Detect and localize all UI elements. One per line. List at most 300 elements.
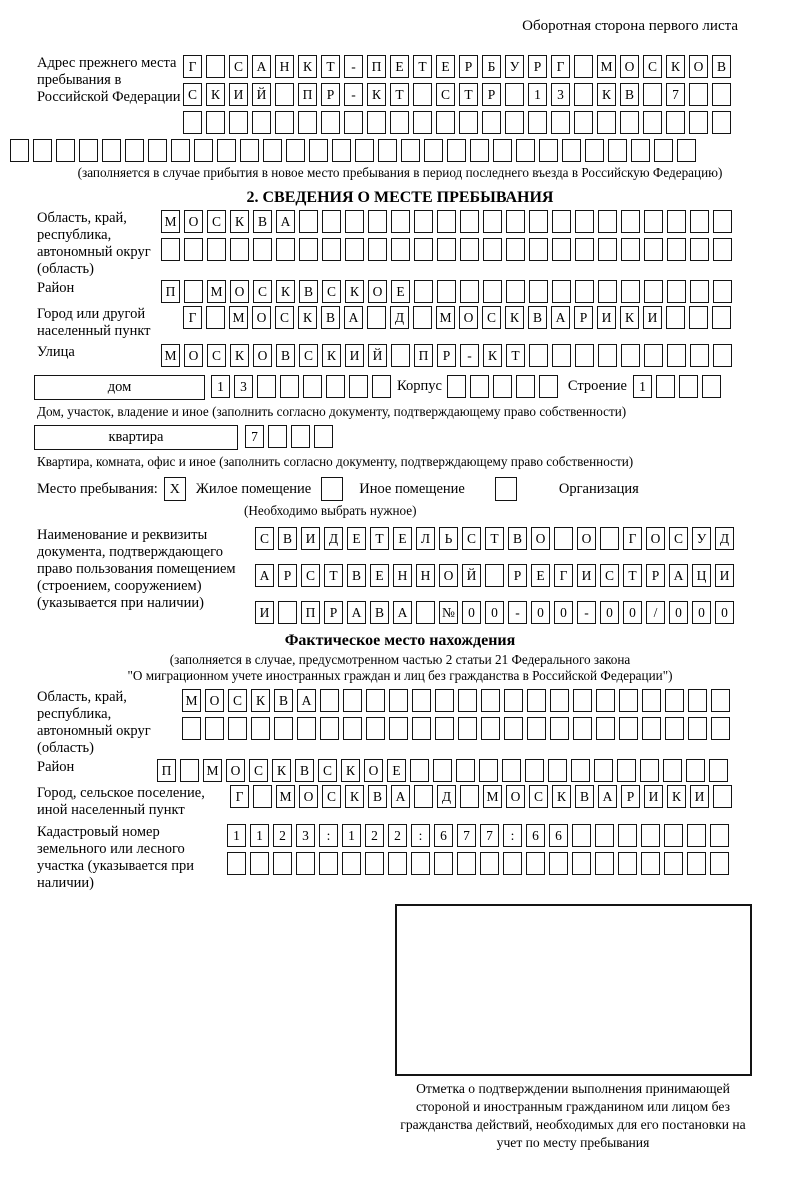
- char-cell[interactable]: С: [207, 210, 226, 233]
- char-cell[interactable]: 0: [485, 601, 504, 624]
- char-cell[interactable]: В: [370, 601, 389, 624]
- char-cell[interactable]: [391, 238, 410, 261]
- char-cell[interactable]: П: [298, 83, 317, 106]
- char-cell[interactable]: Т: [623, 564, 642, 587]
- char-cell[interactable]: 7: [480, 824, 499, 847]
- char-cell[interactable]: У: [505, 55, 524, 78]
- char-cell[interactable]: [296, 852, 315, 875]
- char-cell[interactable]: [275, 83, 294, 106]
- char-cell[interactable]: [217, 139, 236, 162]
- char-cell[interactable]: [690, 280, 709, 303]
- char-cell[interactable]: 1: [211, 375, 230, 398]
- char-cell[interactable]: [677, 139, 696, 162]
- char-cell[interactable]: [505, 83, 524, 106]
- char-cell[interactable]: [618, 852, 637, 875]
- char-cell[interactable]: [550, 689, 569, 712]
- char-cell[interactable]: И: [345, 344, 364, 367]
- char-cell[interactable]: В: [508, 527, 527, 550]
- char-cell[interactable]: [503, 852, 522, 875]
- char-cell[interactable]: [618, 824, 637, 847]
- char-cell[interactable]: [343, 717, 362, 740]
- char-cell[interactable]: [286, 139, 305, 162]
- char-cell[interactable]: Д: [390, 306, 409, 329]
- char-cell[interactable]: [456, 759, 475, 782]
- char-cell[interactable]: М: [229, 306, 248, 329]
- char-cell[interactable]: [539, 375, 558, 398]
- char-cell[interactable]: С: [322, 785, 341, 808]
- char-cell[interactable]: [414, 210, 433, 233]
- char-cell[interactable]: [617, 759, 636, 782]
- char-cell[interactable]: [205, 717, 224, 740]
- char-cell[interactable]: [253, 238, 272, 261]
- char-cell[interactable]: М: [276, 785, 295, 808]
- char-cell[interactable]: [575, 280, 594, 303]
- char-cell[interactable]: [148, 139, 167, 162]
- char-cell[interactable]: В: [253, 210, 272, 233]
- char-cell[interactable]: К: [345, 785, 364, 808]
- char-cell[interactable]: [322, 238, 341, 261]
- char-cell[interactable]: К: [483, 344, 502, 367]
- char-cell[interactable]: 7: [457, 824, 476, 847]
- char-cell[interactable]: С: [255, 527, 274, 550]
- char-cell[interactable]: К: [251, 689, 270, 712]
- char-cell[interactable]: В: [368, 785, 387, 808]
- house-box[interactable]: дом: [34, 375, 205, 400]
- char-cell[interactable]: [687, 852, 706, 875]
- char-cell[interactable]: [414, 280, 433, 303]
- char-cell[interactable]: Г: [183, 55, 202, 78]
- char-cell[interactable]: [372, 375, 391, 398]
- char-cell[interactable]: [303, 375, 322, 398]
- char-cell[interactable]: П: [301, 601, 320, 624]
- char-cell[interactable]: [460, 210, 479, 233]
- char-cell[interactable]: [713, 785, 732, 808]
- char-cell[interactable]: Е: [387, 759, 406, 782]
- char-cell[interactable]: [710, 824, 729, 847]
- char-cell[interactable]: А: [598, 785, 617, 808]
- char-cell[interactable]: [368, 238, 387, 261]
- char-cell[interactable]: [184, 280, 203, 303]
- char-cell[interactable]: [595, 824, 614, 847]
- char-cell[interactable]: [595, 852, 614, 875]
- char-cell[interactable]: [687, 824, 706, 847]
- checkbox-zhiloe[interactable]: X: [164, 477, 186, 501]
- char-cell[interactable]: К: [666, 55, 685, 78]
- char-cell[interactable]: [571, 759, 590, 782]
- char-cell[interactable]: [206, 55, 225, 78]
- char-cell[interactable]: [551, 111, 570, 134]
- char-cell[interactable]: [412, 689, 431, 712]
- char-cell[interactable]: [252, 111, 271, 134]
- char-cell[interactable]: Ь: [439, 527, 458, 550]
- char-cell[interactable]: [667, 280, 686, 303]
- char-cell[interactable]: [552, 280, 571, 303]
- char-cell[interactable]: [506, 238, 525, 261]
- char-cell[interactable]: И: [643, 306, 662, 329]
- char-cell[interactable]: 6: [526, 824, 545, 847]
- char-cell[interactable]: [574, 83, 593, 106]
- char-cell[interactable]: А: [252, 55, 271, 78]
- char-cell[interactable]: Н: [275, 55, 294, 78]
- char-cell[interactable]: [481, 717, 500, 740]
- char-cell[interactable]: [702, 375, 721, 398]
- char-cell[interactable]: О: [506, 785, 525, 808]
- char-cell[interactable]: К: [597, 83, 616, 106]
- char-cell[interactable]: [401, 139, 420, 162]
- char-cell[interactable]: [206, 306, 225, 329]
- char-cell[interactable]: С: [229, 55, 248, 78]
- char-cell[interactable]: [666, 306, 685, 329]
- char-cell[interactable]: А: [255, 564, 274, 587]
- char-cell[interactable]: [251, 717, 270, 740]
- char-cell[interactable]: М: [161, 210, 180, 233]
- char-cell[interactable]: В: [274, 689, 293, 712]
- char-cell[interactable]: [227, 852, 246, 875]
- char-cell[interactable]: М: [182, 689, 201, 712]
- char-cell[interactable]: 3: [296, 824, 315, 847]
- char-cell[interactable]: [206, 111, 225, 134]
- char-cell[interactable]: [414, 238, 433, 261]
- char-cell[interactable]: [621, 344, 640, 367]
- char-cell[interactable]: [598, 238, 617, 261]
- char-cell[interactable]: [502, 759, 521, 782]
- char-cell[interactable]: [278, 601, 297, 624]
- char-cell[interactable]: М: [436, 306, 455, 329]
- char-cell[interactable]: [457, 852, 476, 875]
- char-cell[interactable]: 1: [250, 824, 269, 847]
- char-cell[interactable]: К: [667, 785, 686, 808]
- char-cell[interactable]: [470, 139, 489, 162]
- char-cell[interactable]: [365, 852, 384, 875]
- char-cell[interactable]: [416, 601, 435, 624]
- char-cell[interactable]: П: [414, 344, 433, 367]
- char-cell[interactable]: О: [439, 564, 458, 587]
- char-cell[interactable]: [679, 375, 698, 398]
- char-cell[interactable]: [480, 852, 499, 875]
- char-cell[interactable]: 1: [227, 824, 246, 847]
- char-cell[interactable]: [309, 139, 328, 162]
- char-cell[interactable]: 0: [715, 601, 734, 624]
- char-cell[interactable]: [458, 717, 477, 740]
- char-cell[interactable]: [345, 210, 364, 233]
- char-cell[interactable]: [230, 238, 249, 261]
- char-cell[interactable]: /: [646, 601, 665, 624]
- char-cell[interactable]: И: [301, 527, 320, 550]
- char-cell[interactable]: [608, 139, 627, 162]
- char-cell[interactable]: К: [206, 83, 225, 106]
- char-cell[interactable]: [437, 210, 456, 233]
- char-cell[interactable]: М: [597, 55, 616, 78]
- char-cell[interactable]: [529, 238, 548, 261]
- char-cell[interactable]: [597, 111, 616, 134]
- char-cell[interactable]: [575, 210, 594, 233]
- char-cell[interactable]: [240, 139, 259, 162]
- char-cell[interactable]: [690, 210, 709, 233]
- char-cell[interactable]: [504, 689, 523, 712]
- char-cell[interactable]: Т: [390, 83, 409, 106]
- char-cell[interactable]: А: [669, 564, 688, 587]
- char-cell[interactable]: М: [203, 759, 222, 782]
- char-cell[interactable]: [483, 210, 502, 233]
- char-cell[interactable]: [367, 306, 386, 329]
- char-cell[interactable]: [344, 111, 363, 134]
- char-cell[interactable]: О: [230, 280, 249, 303]
- char-cell[interactable]: [180, 759, 199, 782]
- char-cell[interactable]: [56, 139, 75, 162]
- char-cell[interactable]: [314, 425, 333, 448]
- char-cell[interactable]: С: [600, 564, 619, 587]
- char-cell[interactable]: [688, 717, 707, 740]
- char-cell[interactable]: [391, 210, 410, 233]
- char-cell[interactable]: [459, 111, 478, 134]
- char-cell[interactable]: [410, 759, 429, 782]
- char-cell[interactable]: Р: [508, 564, 527, 587]
- char-cell[interactable]: 3: [551, 83, 570, 106]
- char-cell[interactable]: [525, 759, 544, 782]
- char-cell[interactable]: [516, 139, 535, 162]
- char-cell[interactable]: [598, 210, 617, 233]
- char-cell[interactable]: И: [644, 785, 663, 808]
- char-cell[interactable]: Й: [368, 344, 387, 367]
- char-cell[interactable]: [342, 852, 361, 875]
- char-cell[interactable]: Р: [528, 55, 547, 78]
- char-cell[interactable]: [481, 689, 500, 712]
- char-cell[interactable]: [355, 139, 374, 162]
- char-cell[interactable]: [274, 717, 293, 740]
- char-cell[interactable]: Т: [321, 55, 340, 78]
- char-cell[interactable]: [548, 759, 567, 782]
- char-cell[interactable]: [572, 824, 591, 847]
- char-cell[interactable]: С: [253, 280, 272, 303]
- char-cell[interactable]: Й: [252, 83, 271, 106]
- char-cell[interactable]: [552, 344, 571, 367]
- char-cell[interactable]: [485, 564, 504, 587]
- char-cell[interactable]: 2: [388, 824, 407, 847]
- char-cell[interactable]: Г: [183, 306, 202, 329]
- char-cell[interactable]: [505, 111, 524, 134]
- char-cell[interactable]: [529, 280, 548, 303]
- char-cell[interactable]: [263, 139, 282, 162]
- char-cell[interactable]: [332, 139, 351, 162]
- char-cell[interactable]: С: [228, 689, 247, 712]
- char-cell[interactable]: К: [272, 759, 291, 782]
- char-cell[interactable]: О: [299, 785, 318, 808]
- char-cell[interactable]: Т: [413, 55, 432, 78]
- char-cell[interactable]: А: [551, 306, 570, 329]
- char-cell[interactable]: А: [347, 601, 366, 624]
- char-cell[interactable]: [642, 717, 661, 740]
- char-cell[interactable]: [275, 111, 294, 134]
- char-cell[interactable]: [621, 280, 640, 303]
- char-cell[interactable]: [388, 852, 407, 875]
- char-cell[interactable]: [710, 852, 729, 875]
- char-cell[interactable]: [470, 375, 489, 398]
- char-cell[interactable]: 1: [633, 375, 652, 398]
- char-cell[interactable]: [182, 717, 201, 740]
- char-cell[interactable]: Е: [531, 564, 550, 587]
- char-cell[interactable]: [194, 139, 213, 162]
- char-cell[interactable]: О: [620, 55, 639, 78]
- char-cell[interactable]: В: [528, 306, 547, 329]
- char-cell[interactable]: 6: [549, 824, 568, 847]
- char-cell[interactable]: [389, 689, 408, 712]
- char-cell[interactable]: [280, 375, 299, 398]
- char-cell[interactable]: [460, 785, 479, 808]
- char-cell[interactable]: [297, 717, 316, 740]
- char-cell[interactable]: К: [345, 280, 364, 303]
- checkbox-org[interactable]: [495, 477, 517, 501]
- char-cell[interactable]: [319, 852, 338, 875]
- char-cell[interactable]: С: [436, 83, 455, 106]
- char-cell[interactable]: Д: [324, 527, 343, 550]
- char-cell[interactable]: С: [643, 55, 662, 78]
- char-cell[interactable]: С: [299, 344, 318, 367]
- char-cell[interactable]: [268, 425, 287, 448]
- char-cell[interactable]: [483, 280, 502, 303]
- char-cell[interactable]: [596, 717, 615, 740]
- char-cell[interactable]: [573, 689, 592, 712]
- char-cell[interactable]: :: [503, 824, 522, 847]
- char-cell[interactable]: [493, 375, 512, 398]
- char-cell[interactable]: [549, 852, 568, 875]
- char-cell[interactable]: Н: [416, 564, 435, 587]
- char-cell[interactable]: [644, 238, 663, 261]
- char-cell[interactable]: [253, 785, 272, 808]
- char-cell[interactable]: В: [712, 55, 731, 78]
- char-cell[interactable]: [447, 139, 466, 162]
- char-cell[interactable]: В: [295, 759, 314, 782]
- char-cell[interactable]: 7: [666, 83, 685, 106]
- char-cell[interactable]: [644, 210, 663, 233]
- char-cell[interactable]: [713, 344, 732, 367]
- char-cell[interactable]: К: [322, 344, 341, 367]
- char-cell[interactable]: Р: [482, 83, 501, 106]
- char-cell[interactable]: 3: [234, 375, 253, 398]
- char-cell[interactable]: Р: [321, 83, 340, 106]
- char-cell[interactable]: [390, 111, 409, 134]
- char-cell[interactable]: 2: [365, 824, 384, 847]
- char-cell[interactable]: Т: [485, 527, 504, 550]
- char-cell[interactable]: [389, 717, 408, 740]
- char-cell[interactable]: [447, 375, 466, 398]
- char-cell[interactable]: [276, 238, 295, 261]
- char-cell[interactable]: [414, 785, 433, 808]
- char-cell[interactable]: [665, 689, 684, 712]
- char-cell[interactable]: [712, 306, 731, 329]
- char-cell[interactable]: [550, 717, 569, 740]
- char-cell[interactable]: [665, 717, 684, 740]
- char-cell[interactable]: [713, 210, 732, 233]
- char-cell[interactable]: [291, 425, 310, 448]
- char-cell[interactable]: А: [297, 689, 316, 712]
- char-cell[interactable]: [709, 759, 728, 782]
- char-cell[interactable]: К: [230, 344, 249, 367]
- char-cell[interactable]: [598, 344, 617, 367]
- char-cell[interactable]: [643, 111, 662, 134]
- char-cell[interactable]: П: [157, 759, 176, 782]
- char-cell[interactable]: О: [364, 759, 383, 782]
- char-cell[interactable]: -: [344, 83, 363, 106]
- char-cell[interactable]: [102, 139, 121, 162]
- char-cell[interactable]: [619, 717, 638, 740]
- char-cell[interactable]: Б: [482, 55, 501, 78]
- char-cell[interactable]: -: [344, 55, 363, 78]
- char-cell[interactable]: 0: [531, 601, 550, 624]
- char-cell[interactable]: К: [341, 759, 360, 782]
- char-cell[interactable]: [10, 139, 29, 162]
- char-cell[interactable]: [667, 344, 686, 367]
- char-cell[interactable]: О: [577, 527, 596, 550]
- char-cell[interactable]: [435, 689, 454, 712]
- char-cell[interactable]: Р: [324, 601, 343, 624]
- char-cell[interactable]: [506, 210, 525, 233]
- char-cell[interactable]: [642, 689, 661, 712]
- char-cell[interactable]: О: [184, 210, 203, 233]
- char-cell[interactable]: [690, 344, 709, 367]
- char-cell[interactable]: [183, 111, 202, 134]
- char-cell[interactable]: С: [301, 564, 320, 587]
- char-cell[interactable]: К: [230, 210, 249, 233]
- char-cell[interactable]: [299, 238, 318, 261]
- char-cell[interactable]: Р: [574, 306, 593, 329]
- char-cell[interactable]: [516, 375, 535, 398]
- char-cell[interactable]: -: [577, 601, 596, 624]
- char-cell[interactable]: 1: [528, 83, 547, 106]
- char-cell[interactable]: -: [508, 601, 527, 624]
- char-cell[interactable]: [433, 759, 452, 782]
- char-cell[interactable]: [573, 717, 592, 740]
- char-cell[interactable]: 0: [669, 601, 688, 624]
- char-cell[interactable]: [686, 759, 705, 782]
- char-cell[interactable]: [529, 344, 548, 367]
- char-cell[interactable]: [667, 238, 686, 261]
- char-cell[interactable]: [598, 280, 617, 303]
- char-cell[interactable]: [585, 139, 604, 162]
- char-cell[interactable]: К: [276, 280, 295, 303]
- char-cell[interactable]: [664, 824, 683, 847]
- char-cell[interactable]: А: [276, 210, 295, 233]
- char-cell[interactable]: Т: [459, 83, 478, 106]
- char-cell[interactable]: [527, 689, 546, 712]
- char-cell[interactable]: Р: [621, 785, 640, 808]
- char-cell[interactable]: Г: [551, 55, 570, 78]
- char-cell[interactable]: [367, 111, 386, 134]
- char-cell[interactable]: [413, 83, 432, 106]
- char-cell[interactable]: [482, 111, 501, 134]
- char-cell[interactable]: О: [252, 306, 271, 329]
- char-cell[interactable]: К: [505, 306, 524, 329]
- char-cell[interactable]: О: [689, 55, 708, 78]
- char-cell[interactable]: [574, 55, 593, 78]
- char-cell[interactable]: С: [318, 759, 337, 782]
- char-cell[interactable]: А: [393, 601, 412, 624]
- char-cell[interactable]: К: [367, 83, 386, 106]
- char-cell[interactable]: [460, 238, 479, 261]
- char-cell[interactable]: [644, 344, 663, 367]
- char-cell[interactable]: [250, 852, 269, 875]
- char-cell[interactable]: [713, 280, 732, 303]
- char-cell[interactable]: [273, 852, 292, 875]
- char-cell[interactable]: [527, 717, 546, 740]
- char-cell[interactable]: [207, 238, 226, 261]
- char-cell[interactable]: [631, 139, 650, 162]
- char-cell[interactable]: [619, 689, 638, 712]
- char-cell[interactable]: У: [692, 527, 711, 550]
- char-cell[interactable]: О: [226, 759, 245, 782]
- char-cell[interactable]: [460, 280, 479, 303]
- char-cell[interactable]: К: [620, 306, 639, 329]
- char-cell[interactable]: Е: [436, 55, 455, 78]
